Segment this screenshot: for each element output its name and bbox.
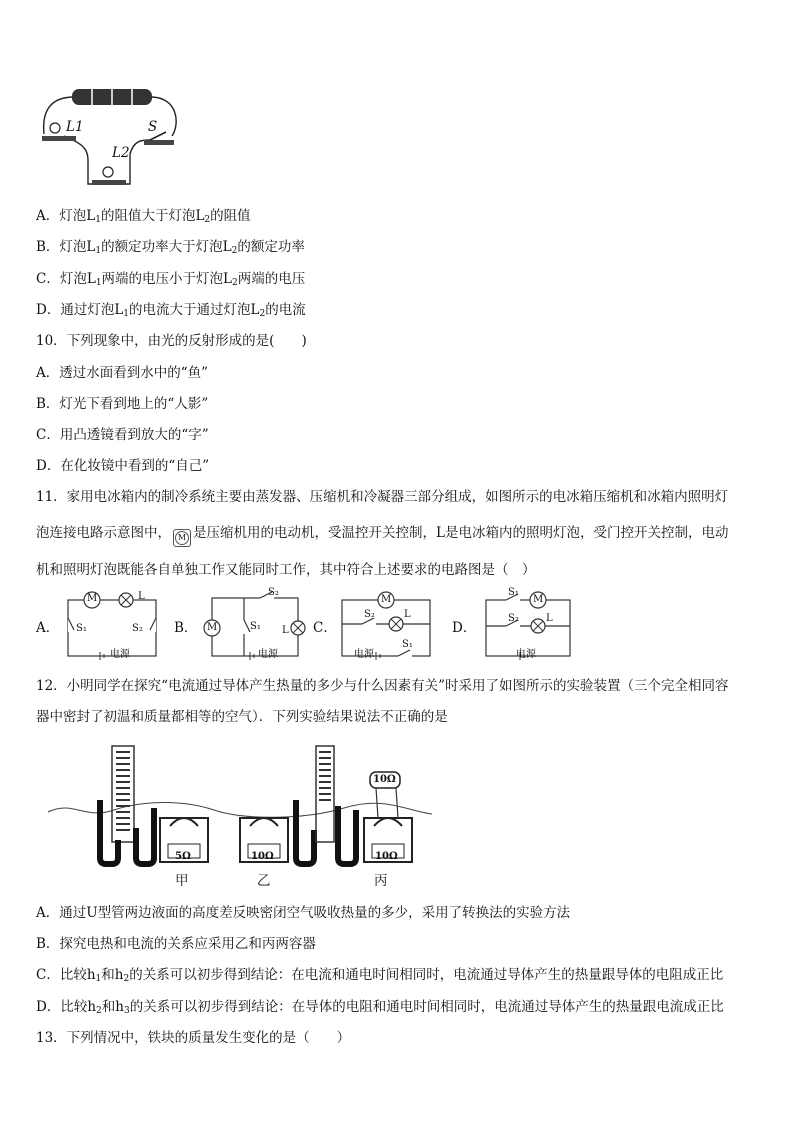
q11-circuit-d [480, 588, 576, 664]
q10-option-d: D．在化妆镜中看到的“自己” [36, 458, 210, 474]
q9-option-c: C．灯泡$L_1$两端的电压小于灯泡$L_2$两端的电压 [36, 271, 306, 288]
q11d-motor-label: M [533, 594, 544, 605]
q11c-lamp-label: L [404, 609, 411, 620]
q11d-s2-label: S₂ [508, 613, 519, 624]
q11a-motor-label: M [87, 593, 98, 604]
external-resistor-label: 10Ω [373, 774, 396, 785]
resistor-label-bing: 10Ω [375, 851, 398, 862]
q9-option-b: B．灯泡$L_1$的额定功率大于灯泡$L_2$的额定功率 [36, 239, 305, 256]
q12-option-c: C．比较$h_1$和$h_2$的关系可以初步得到结论：在电流和通电时间相同时，电流通过导体产生的热量跟导体的电阻成正比 [36, 967, 724, 984]
q11-option-a-letter: A． [36, 620, 60, 636]
q13-stem: 13．下列情况中，铁块的质量发生变化的是（ ） [36, 1030, 351, 1046]
q11b-s2-label: S₂ [268, 587, 279, 598]
q11-stem-line3: 机和照明灯泡既能各自单独工作又能同时工作，其中符合上述要求的电路图是（ ） [36, 562, 536, 578]
q11-option-b-letter: B． [174, 620, 198, 636]
q11c-s1-label: S₁ [402, 639, 413, 650]
q11-stem-line2: 泡连接电路示意图中， M 是压缩机用的电动机，受温控开关控制，L是电冰箱内的照明灯泡，受门控开关控制，电动 [36, 524, 728, 547]
label-l2: L2 [112, 145, 130, 161]
q11b-power-label: 电源 [258, 649, 278, 660]
q11-option-c-letter: C． [313, 620, 337, 636]
q9-option-d: D．通过灯泡$L_1$的电流大于通过灯泡$L_2$的电流 [36, 302, 306, 319]
q10-option-c: C．用凸透镜看到放大的“字” [36, 427, 209, 443]
q11-circuit-b [198, 588, 306, 664]
q11a-power-label: 电源 [110, 649, 130, 660]
q12-stem-line2: 器中密封了初温和质量都相等的空气）．下列实验结果说法不正确的是 [36, 709, 448, 725]
label-s: S [148, 119, 158, 135]
q9-circuit-figure [38, 84, 178, 192]
q11-circuit-c [336, 588, 436, 664]
q11a-lamp-label: L [138, 591, 145, 602]
q12-apparatus-drawing [44, 740, 434, 890]
q10-option-a: A．透过水面看到水中的“鱼” [36, 365, 209, 381]
q11c-power-label: 电源 [354, 649, 374, 660]
container-label-bing: 丙 [374, 873, 388, 889]
motor-icon: M [173, 529, 191, 547]
q12-option-d: D．比较$h_2$和$h_3$的关系可以初步得到结论：在导体的电阻和通电时间相同时，电流通过导体产生的热量跟电流成正比 [36, 999, 724, 1016]
resistor-label-jia: 5Ω [175, 851, 191, 862]
q9-option-a: A．灯泡$L_1$的阻值大于灯泡$L_2$的阻值 [36, 208, 251, 225]
q9-circuit-drawing [38, 84, 178, 192]
q12-apparatus-figure [44, 740, 434, 890]
q11-circuit-a [60, 588, 164, 664]
container-label-jia: 甲 [175, 873, 189, 889]
q10-stem: 10．下列现象中，由光的反射形成的是( ) [36, 333, 307, 349]
q11d-lamp-label: L [546, 613, 553, 624]
q11a-s2-label: S₂ [132, 623, 143, 634]
q12-stem-line1: 12．小明同学在探究“电流通过导体产生热量的多少与什么因素有关”时采用了如图所示的实验装置（三个完全相同容 [36, 678, 729, 694]
q12-option-b: B．探究电热和电流的关系应采用乙和丙两容器 [36, 936, 316, 952]
label-l1: L1 [66, 119, 84, 135]
container-label-yi: 乙 [257, 873, 271, 889]
q11a-s1-label: S₁ [76, 623, 87, 634]
q11-stem-line1: 11．家用电冰箱内的制冷系统主要由蒸发器、压缩机和冷凝器三部分组成，如图所示的电冰箱压缩机和冰箱内照明灯 [36, 489, 729, 505]
q12-option-a: A．通过U型管两边液面的高度差反映密闭空气吸收热量的多少，采用了转换法的实验方法 [36, 905, 571, 921]
q11b-lamp-label: L [282, 625, 289, 636]
q10-option-b: B．灯光下看到地上的“人影” [36, 396, 209, 412]
q11-option-d-letter: D． [452, 620, 477, 636]
q11c-motor-label: M [381, 594, 392, 605]
resistor-label-yi: 10Ω [251, 851, 274, 862]
q11b-motor-label: M [207, 622, 218, 633]
q11d-s1-label: S₁ [508, 587, 519, 598]
q11d-power-label: 电源 [516, 649, 536, 660]
q11b-s1-label: S₁ [250, 621, 261, 632]
q11c-s2-label: S₂ [364, 609, 375, 620]
